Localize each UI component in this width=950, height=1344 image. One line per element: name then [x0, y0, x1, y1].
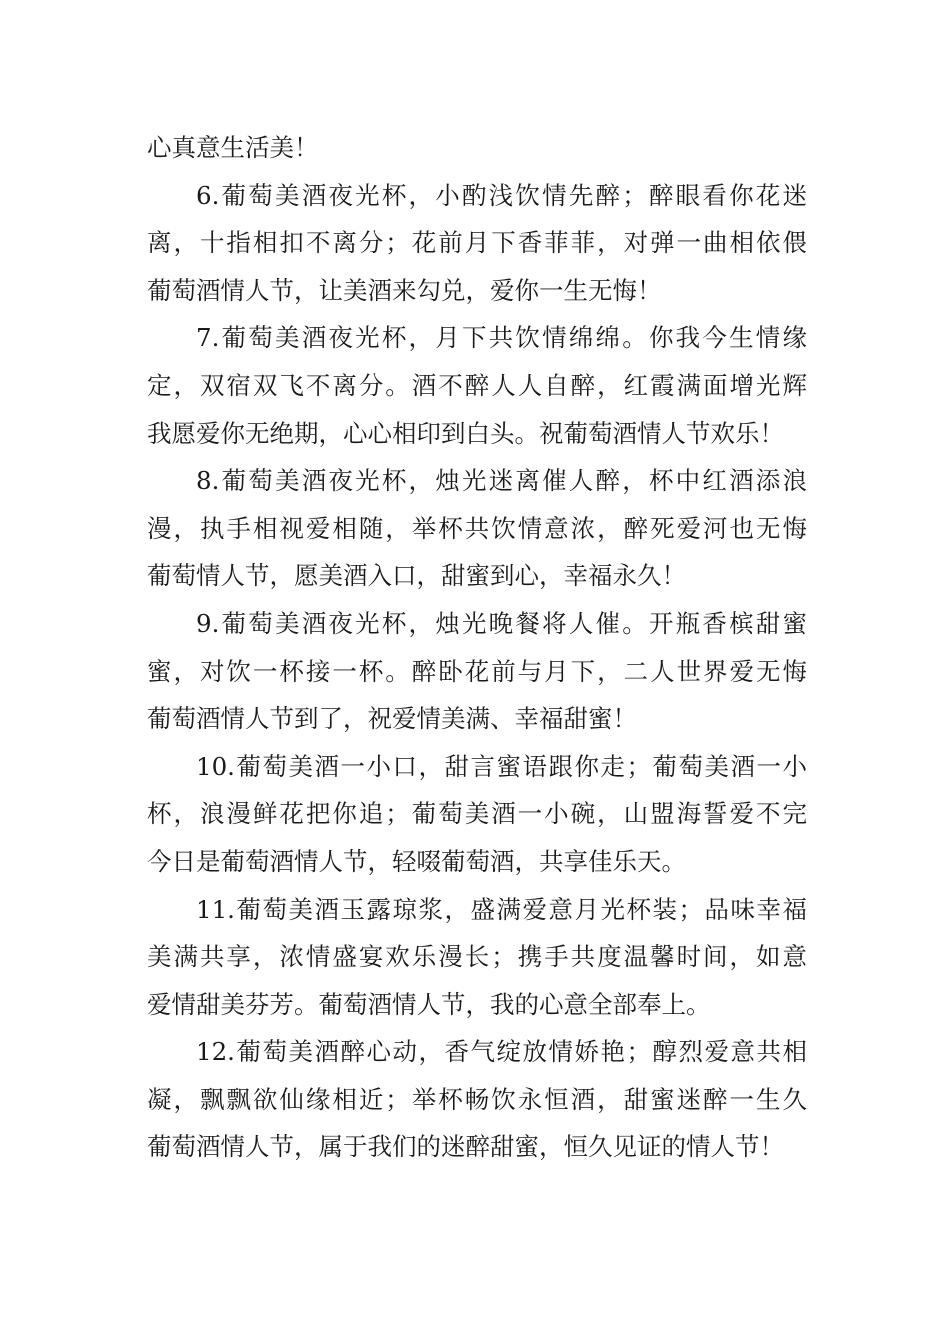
- text-line: 蜜，对饮一杯接一杯。醉卧花前与月下，二人世界爱无悔: [147, 656, 807, 686]
- text-line: 心真意生活美！: [147, 133, 319, 162]
- text-line: 葡萄酒情人节到了，祝爱情美满、幸福甜蜜！: [147, 704, 637, 734]
- text-line: 葡萄酒情人节，让美酒来勾兑，爱你一生无悔！: [147, 275, 662, 305]
- text-line: 7.葡萄美酒夜光杯，月下共饮情绵绵。你我今生情缘: [196, 323, 807, 353]
- text-line: 我愿爱你无绝期，心心相印到白头。祝葡萄酒情人节欢乐！: [147, 418, 784, 448]
- paragraph-item-12: [147, 1028, 807, 1171]
- text-line: 凝，飘飘欲仙缘相近；举杯畅饮永恒酒，甜蜜迷醉一生久: [147, 1084, 807, 1114]
- text-line: 11.葡萄美酒玉露琼浆，盛满爱意月光杯装；品味幸福: [196, 894, 807, 924]
- text-line: 漫，执手相视爱相随，举杯共饮情意浓，醉死爱河也无悔: [147, 513, 807, 543]
- text-line: 8.葡萄美酒夜光杯，烛光迷离催人醉，杯中红酒添浪: [196, 466, 807, 496]
- text-line: 9.葡萄美酒夜光杯，烛光晚餐将人催。开瓶香槟甜蜜: [196, 608, 807, 638]
- paragraph-item-11: [147, 886, 807, 1029]
- text-line: 美满共享，浓情盛宴欢乐漫长；携手共度温馨时间，如意: [147, 942, 807, 972]
- text-line: 离，十指相扣不离分；花前月下香菲菲，对弹一曲相依偎: [147, 228, 807, 258]
- document-body: [147, 124, 807, 1171]
- text-line: 葡萄情人节，愿美酒入口，甜蜜到心，幸福永久！: [147, 561, 686, 591]
- text-line: 葡萄酒情人节，属于我们的迷醉甜蜜，恒久见证的情人节！: [147, 1132, 784, 1162]
- text-line: 10.葡萄美酒一小口，甜言蜜语跟你走；葡萄美酒一小: [196, 751, 807, 781]
- paragraph-continuation: [147, 124, 807, 172]
- paragraph-item-6: [147, 172, 807, 315]
- text-line: 杯，浪漫鲜花把你追；葡萄美酒一小碗，山盟海誓爱不完: [147, 799, 807, 829]
- text-line: 6.葡萄美酒夜光杯，小酌浅饮情先醉；醉眼看你花迷: [196, 180, 807, 210]
- text-line: 今日是葡萄酒情人节，轻啜葡萄酒，共享佳乐天。: [147, 846, 686, 876]
- text-line: 12.葡萄美酒醉心动，香气绽放情娇艳；醇烈爱意共相: [196, 1037, 807, 1067]
- text-line: 爱情甜美芬芳。葡萄酒情人节，我的心意全部奉上。: [147, 989, 711, 1019]
- text-line: 定，双宿双飞不离分。酒不醉人人自醉，红霞满面增光辉: [147, 370, 807, 400]
- paragraph-item-10: [147, 743, 807, 886]
- paragraph-item-8: [147, 457, 807, 600]
- paragraph-item-7: [147, 314, 807, 457]
- paragraph-item-9: [147, 600, 807, 743]
